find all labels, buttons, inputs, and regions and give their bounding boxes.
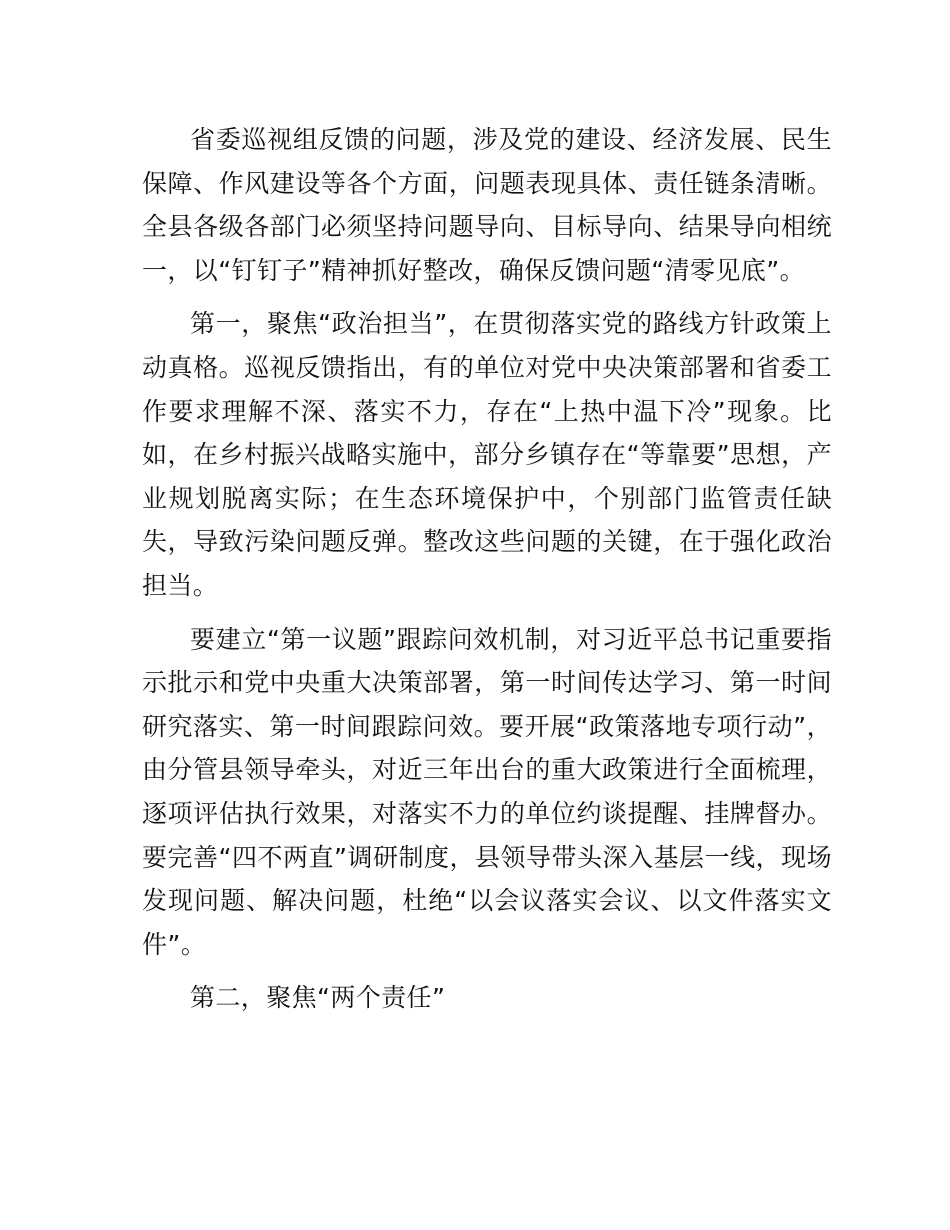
paragraph-implementation-measures: 要建立“第一议题”跟踪问效机制，对习近平总书记重要指示批示和党中央重大决策部署，第一时间传达学习、第一时间研究落实、第一时间跟踪问效。要开展“政策落地专项行动”，由分管县领导牵头，对近三年出台的重大政策进行全面梳理，逐项评估执行效果，对落实不力的单位约谈提醒、挂牌督办。要完善“四不两直”调研制度，县领导带头深入基层一线，现场发现问题、解决问题，杜绝“以会议落实会议、以文件落实文件”。	[142, 624, 832, 959]
document-body	[142, 118, 832, 1020]
paragraph-second-point-heading: 第二，聚焦“两个责任”	[190, 983, 446, 1013]
paragraph-political-responsibility: 第一，聚焦“政治担当”，在贯彻落实党的路线方针政策上动真格。巡视反馈指出，有的单位对党中央决策部署和省委工作要求理解不深、落实不力，存在“上热中温下冷”现象。比如，在乡村振兴战略实施中，部分乡镇存在“等靠要”思想，产业规划脱离实际；在生态环境保护中，个别部门监管责任缺失，导致污染问题反弹。整改这些问题的关键，在于强化政治担当。	[142, 309, 832, 600]
paragraph-intro: 省委巡视组反馈的问题，涉及党的建设、经济发展、民生保障、作风建设等各个方面，问题表现具体、责任链条清晰。全县各级各部门必须坚持问题导向、目标导向、结果导向相统一，以“钉钉子”精神抓好整改，确保反馈问题“清零见底”。	[142, 125, 832, 285]
